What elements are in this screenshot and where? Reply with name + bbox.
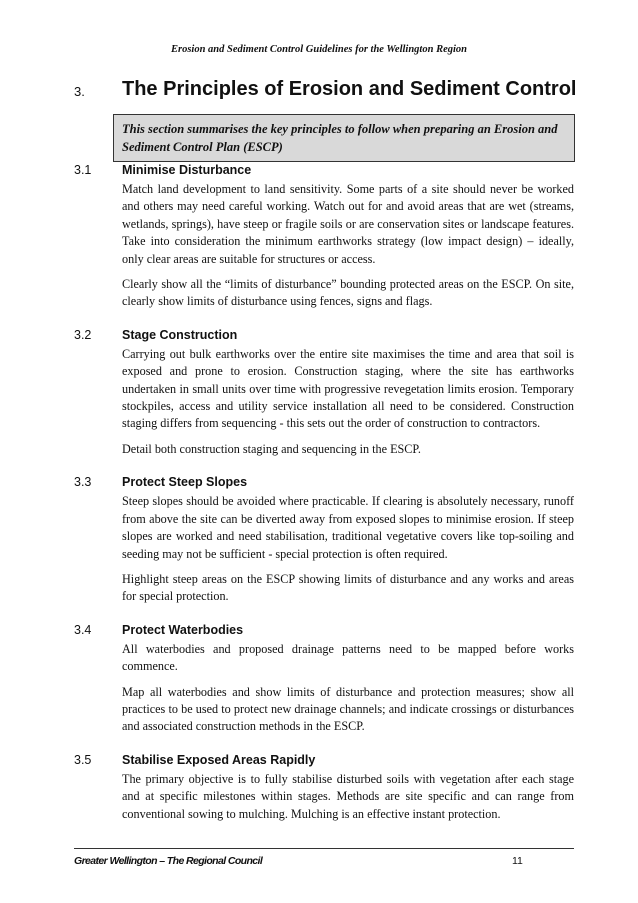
section-title: Stage Construction xyxy=(122,327,238,342)
footer-page-number: 11 xyxy=(512,855,523,867)
section-paragraph: Map all waterbodies and show limits of disturbance and protection measures; show all practices to be used to protect new drainage channels; and indicate crossings or disturbances and associated construction methods in the ESCP. xyxy=(122,684,574,734)
section-number: 3.1 xyxy=(74,163,92,177)
footer-divider xyxy=(74,848,574,849)
section-title: Minimise Disturbance xyxy=(122,163,252,177)
footer-organisation: Greater Wellington – The Regional Council xyxy=(74,855,263,867)
section-number: 3.5 xyxy=(74,752,92,767)
section-number: 3.2 xyxy=(74,327,92,342)
running-header: Erosion and Sediment Control Guidelines for the Wellington Region xyxy=(170,44,467,55)
section-3-5 xyxy=(74,751,574,823)
section-paragraph: Highlight steep areas on the ESCP showing limits of disturbance and any works and areas for special protection. xyxy=(122,571,574,604)
section-3-3 xyxy=(74,473,574,605)
section-title: Protect Steep Slopes xyxy=(122,475,248,490)
section-number: 3.4 xyxy=(74,622,92,637)
section-paragraph: Steep slopes should be avoided where practicable. If clearing is absolutely necessary, runoff from above the site can be diverted away from exposed slopes to minimise erosion. If steep slopes are worked and need stabilisation, traditional vegetative covers like top-soiling and seeding may not be sufficient - special protection is often required. xyxy=(122,494,574,561)
section-paragraph: Carrying out bulk earthworks over the entire site maximises the time and area that soil is exposed and prone to erosion. Construction staging, where the site has earthworks undertaken in small units over time with progressive revegetation limits erosion. Temporary stockpiles, access and utility service installation all need to be considered. Construction staging differs from sequencing - this sets out the order of construction to contractors. xyxy=(122,346,574,431)
section-title: Stabilise Exposed Areas Rapidly xyxy=(122,752,316,767)
chapter-number: 3. xyxy=(74,84,85,99)
section-paragraph: Detail both construction staging and sequencing in the ESCP. xyxy=(122,441,421,456)
chapter-summary-box: This section summarises the key principles to follow when preparing an Erosion and Sediment Control Plan (ESCP) xyxy=(113,114,575,162)
section-title: Protect Waterbodies xyxy=(122,622,244,637)
section-3-1 xyxy=(74,161,574,311)
section-paragraph: The primary objective is to fully stabilise disturbed soils with vegetation after each stage and at specific milestones within stages. Methods are site specific and can range from conventional sowing to mulching. Mulching is an effective instant protection. xyxy=(122,771,574,821)
section-paragraph: Match land development to land sensitivity. Some parts of a site should never be worked and others may need careful working. Watch out for and avoid areas that are wet (streams, wetlands, springs), have steep or fragile soils or are conservation sites or landscape features. Take into consideration the minimum earthworks strategy (low impact design) – ideally, only clear areas are suitable for structures or access. xyxy=(122,182,574,266)
chapter-title: The Principles of Erosion and Sediment Control xyxy=(122,78,577,100)
section-paragraph: Clearly show all the “limits of disturbance” bounding protected areas on the ESCP. On site, clearly show limits of disturbance using fences, signs and flags. xyxy=(122,277,574,309)
sections-container xyxy=(74,161,574,838)
section-paragraph: All waterbodies and proposed drainage patterns need to be mapped before works commence. xyxy=(122,641,574,674)
section-number: 3.3 xyxy=(74,475,92,490)
section-3-4 xyxy=(74,621,574,736)
section-3-2 xyxy=(74,326,574,458)
